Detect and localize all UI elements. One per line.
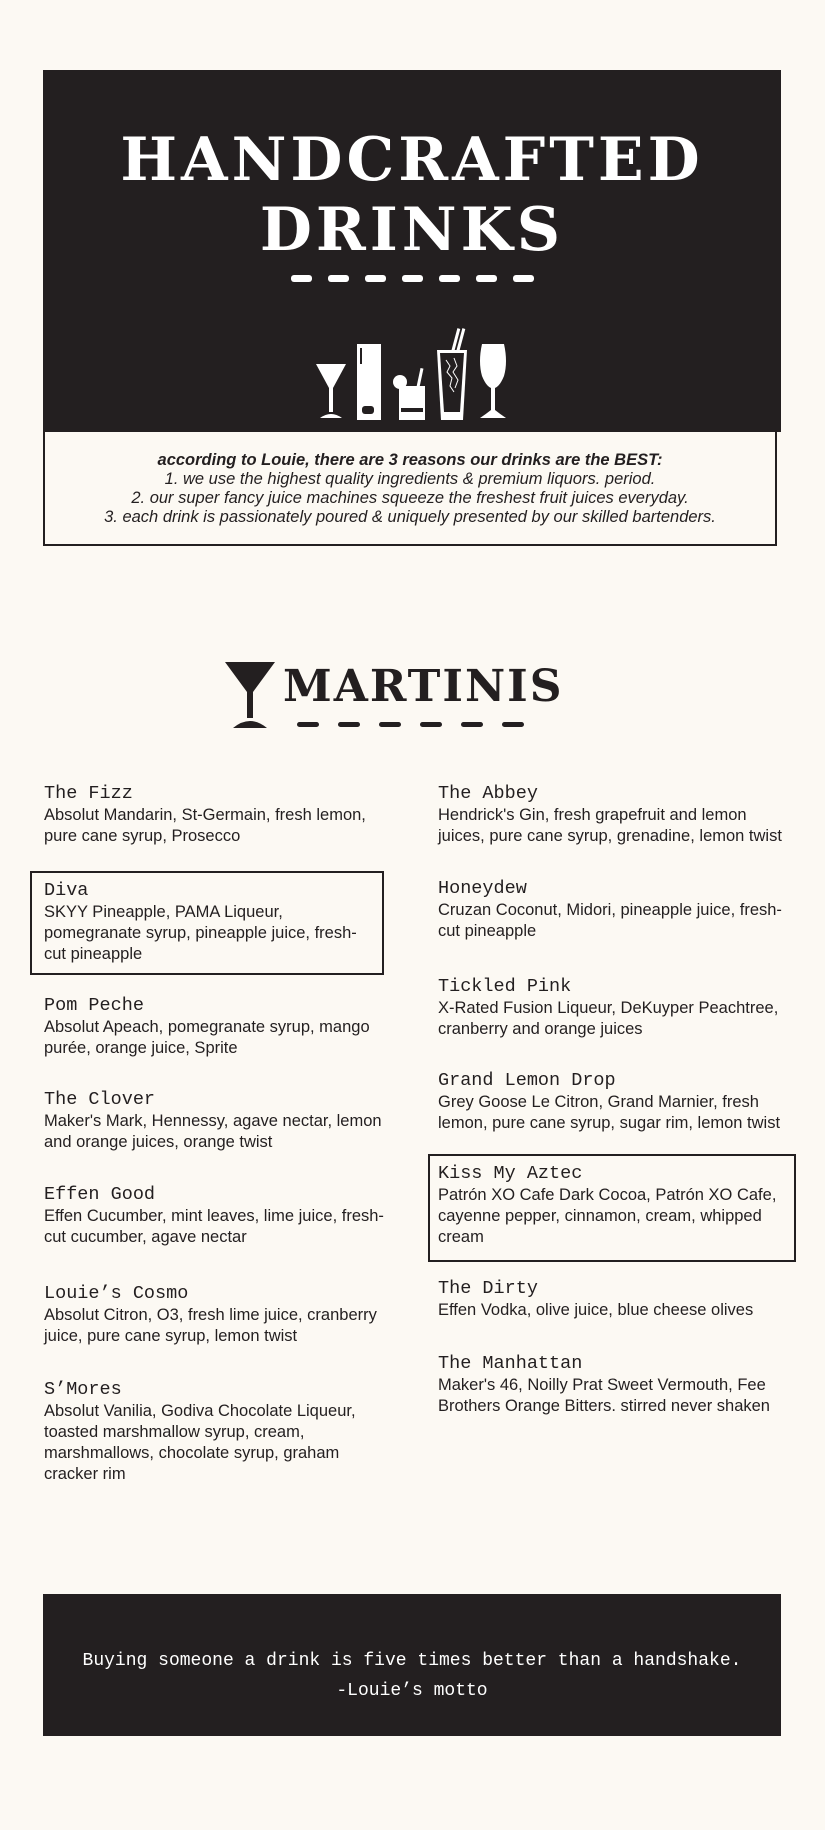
drink-item <box>44 1184 394 1248</box>
section-divider <box>297 722 524 727</box>
footer-quote: Buying someone a drink is five times better than a handshake. <box>82 1651 742 1671</box>
drink-name: S’Mores <box>44 1379 122 1400</box>
drink-description: Effen Cucumber, mint leaves, lime juice, fresh-cut cucumber, agave nectar <box>44 1207 384 1246</box>
drink-item-featured <box>32 873 382 973</box>
drink-name: Grand Lemon Drop <box>438 1070 616 1091</box>
drink-description: Hendrick's Gin, fresh grapefruit and lemon juices, pure cane syrup, grenadine, lemon twist <box>438 806 782 845</box>
drink-name: Effen Good <box>44 1184 156 1205</box>
drink-description: Grey Goose Le Citron, Grand Marnier, fresh lemon, pure cane syrup, sugar rim, lemon twist <box>438 1093 781 1132</box>
drink-item <box>438 1070 788 1134</box>
drink-name: Tickled Pink <box>438 976 572 997</box>
drink-item <box>44 783 394 847</box>
title-line-2: DRINKS <box>259 195 565 265</box>
drink-item <box>438 878 788 942</box>
drink-description: Absolut Apeach, pomegranate syrup, mango purée, orange juice, Sprite <box>44 1018 370 1057</box>
rocks-glass-icon <box>392 368 426 420</box>
drink-name: The Dirty <box>438 1278 538 1299</box>
drink-name: The Clover <box>44 1089 156 1110</box>
section-header-martinis <box>225 660 565 730</box>
drink-item-featured <box>430 1156 794 1260</box>
title-divider <box>43 275 781 282</box>
drink-item <box>44 1089 394 1153</box>
drinks-column-left <box>44 783 394 1485</box>
footer-attribution: -Louie’s motto <box>336 1681 488 1701</box>
martini-glass-icon <box>316 362 346 420</box>
drink-name: Honeydew <box>438 878 527 899</box>
drink-name: Kiss My Aztec <box>438 1163 583 1184</box>
highball-glass-icon <box>356 344 382 420</box>
drink-description: Cruzan Coconut, Midori, pineapple juice, fresh-cut pineapple <box>438 901 782 940</box>
drink-description: Absolut Mandarin, St-Germain, fresh lemon, pure cane syrup, Prosecco <box>44 806 366 845</box>
drink-description: Absolut Vanilia, Godiva Chocolate Liqueur, toasted marshmallow syrup, cream, marshmallows, chocolate syrup, graham cracker rim <box>44 1402 356 1483</box>
drinks-column-right <box>438 783 788 1417</box>
drink-description: Patrón XO Cafe Dark Cocoa, Patrón XO Cafe, cayenne pepper, cinnamon, cream, whipped cream <box>438 1186 777 1246</box>
martini-glass-icon <box>225 662 275 730</box>
glassware-illustration <box>43 310 781 432</box>
drink-name: The Fizz <box>44 783 133 804</box>
reasons-box <box>43 432 777 546</box>
reason-item: 1. we use the highest quality ingredients & premium liquors. period. <box>164 470 656 488</box>
drink-item <box>438 1353 788 1417</box>
drink-item <box>438 976 788 1040</box>
drink-description: X-Rated Fusion Liqueur, DeKuyper Peachtree, cranberry and orange juices <box>438 999 779 1038</box>
drink-description: SKYY Pineapple, PAMA Liqueur, pomegranate syrup, pineapple juice, fresh-cut pineapple <box>44 903 357 963</box>
drink-item <box>438 1278 788 1321</box>
drink-description: Maker's 46, Noilly Prat Sweet Vermouth, Fee Brothers Orange Bitters. stirred never shaken <box>438 1376 770 1415</box>
drink-item <box>44 1283 394 1347</box>
drink-name: Pom Peche <box>44 995 144 1016</box>
section-title: MARTINIS <box>283 661 564 712</box>
drink-name: Diva <box>44 880 89 901</box>
reasons-lead: according to Louie, there are 3 reasons our drinks are the BEST: <box>157 451 663 469</box>
page-title <box>43 125 781 265</box>
hero-banner <box>43 70 781 432</box>
drink-description: Effen Vodka, olive juice, blue cheese olives <box>438 1301 754 1319</box>
drink-item <box>44 995 394 1059</box>
drink-item <box>438 783 788 847</box>
drink-name: Louie’s Cosmo <box>44 1283 189 1304</box>
reason-item: 2. our super fancy juice machines squeeze the freshest fruit juices everyday. <box>131 489 689 507</box>
wine-glass-icon <box>478 344 508 420</box>
drink-description: Maker's Mark, Hennessy, agave nectar, lemon and orange juices, orange twist <box>44 1112 382 1151</box>
drink-description: Absolut Citron, O3, fresh lime juice, cranberry juice, pure cane syrup, lemon twist <box>44 1306 377 1345</box>
drink-item <box>44 1379 394 1485</box>
collins-glass-icon <box>436 328 468 420</box>
footer-banner <box>43 1594 781 1736</box>
drink-name: The Manhattan <box>438 1353 583 1374</box>
title-line-1: HANDCRAFTED <box>120 125 704 195</box>
drink-name: The Abbey <box>438 783 538 804</box>
reason-item: 3. each drink is passionately poured & uniquely presented by our skilled bartenders. <box>104 508 716 526</box>
